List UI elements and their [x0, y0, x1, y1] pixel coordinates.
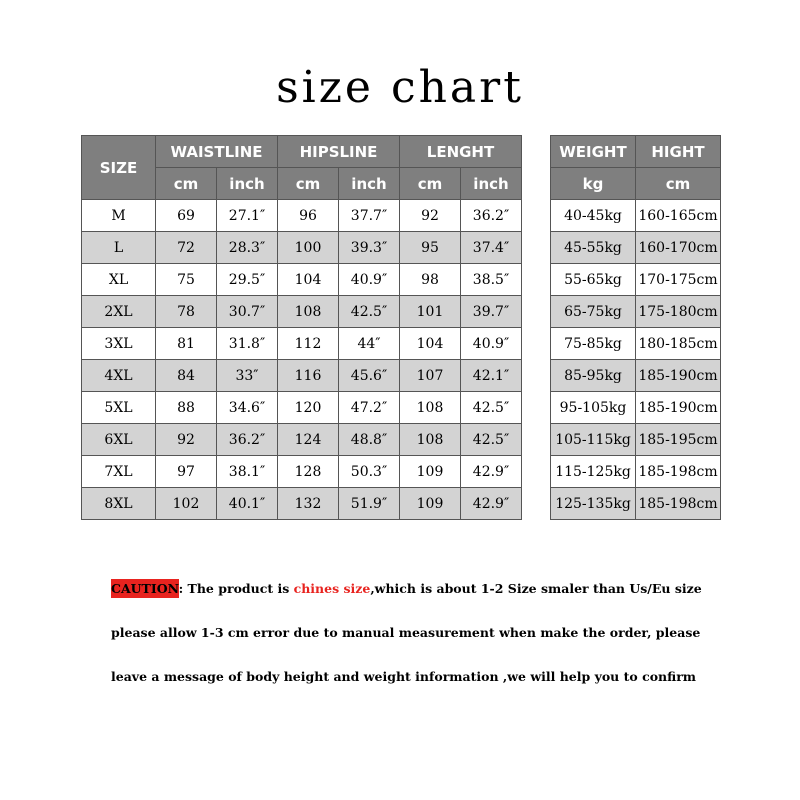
height-header: HIGHT — [636, 136, 721, 168]
height-cell: 185-198cm — [636, 456, 721, 488]
table-row — [551, 328, 721, 360]
measurement-note: please allow 1-3 cm error due to manual measurement when make the order, please — [111, 625, 701, 640]
measurement-cell: 42.5″ — [461, 392, 522, 424]
caution-highlight: chines size — [293, 581, 371, 596]
measurement-cell: 34.6″ — [217, 392, 278, 424]
measurement-cell: 92 — [156, 424, 217, 456]
measurement-cell: 45.6″ — [339, 360, 400, 392]
size-cell: M — [82, 200, 156, 232]
weight-cell: 105-115kg — [551, 424, 636, 456]
table-row — [82, 392, 522, 424]
height-cell: 180-185cm — [636, 328, 721, 360]
measurement-cell: 104 — [400, 328, 461, 360]
table-row — [551, 264, 721, 296]
measurement-cell: 42.9″ — [461, 488, 522, 520]
table-row — [82, 456, 522, 488]
measurement-cell: 47.2″ — [339, 392, 400, 424]
measurement-cell: 96 — [278, 200, 339, 232]
measurement-cell: 102 — [156, 488, 217, 520]
measurement-cell: 29.5″ — [217, 264, 278, 296]
measurement-cell: 37.4″ — [461, 232, 522, 264]
weight-cell: 125-135kg — [551, 488, 636, 520]
table-row — [551, 232, 721, 264]
measurement-cell: 42.5″ — [339, 296, 400, 328]
measurement-cell: 40.9″ — [339, 264, 400, 296]
size-cell: 7XL — [82, 456, 156, 488]
measurement-cell: 112 — [278, 328, 339, 360]
unit-header: inch — [461, 168, 522, 200]
confirm-note: leave a message of body height and weight information ,we will help you to confirm — [111, 669, 697, 684]
measurement-cell: 38.5″ — [461, 264, 522, 296]
caution-text-b: ,which is about 1-2 Size smaler than Us/Eu size — [370, 581, 702, 596]
caution-label: CAUTION — [111, 581, 179, 596]
measurement-cell: 107 — [400, 360, 461, 392]
weight-cell: 85-95kg — [551, 360, 636, 392]
weight-table-body — [551, 200, 721, 520]
measurement-cell: 40.1″ — [217, 488, 278, 520]
measurement-cell: 108 — [400, 424, 461, 456]
hipsline-header: HIPSLINE — [278, 136, 400, 168]
measurement-cell: 39.7″ — [461, 296, 522, 328]
measurement-cell: 31.8″ — [217, 328, 278, 360]
table-row — [551, 424, 721, 456]
measurement-cell: 33″ — [217, 360, 278, 392]
table-row — [82, 328, 522, 360]
measurement-cell: 36.2″ — [217, 424, 278, 456]
measurement-cell: 132 — [278, 488, 339, 520]
weight-cell: 40-45kg — [551, 200, 636, 232]
weight-cell: 65-75kg — [551, 296, 636, 328]
table-row — [551, 360, 721, 392]
height-cell: 185-195cm — [636, 424, 721, 456]
measurement-cell: 72 — [156, 232, 217, 264]
unit-header: inch — [217, 168, 278, 200]
measurement-cell: 98 — [400, 264, 461, 296]
measurement-cell: 69 — [156, 200, 217, 232]
height-cell: 170-175cm — [636, 264, 721, 296]
measurement-cell: 108 — [400, 392, 461, 424]
table-row — [82, 200, 522, 232]
measurement-cell: 44″ — [339, 328, 400, 360]
weight-cell: 75-85kg — [551, 328, 636, 360]
measurement-cell: 109 — [400, 456, 461, 488]
table-row — [82, 264, 522, 296]
measurement-cell: 120 — [278, 392, 339, 424]
unit-header: kg — [551, 168, 636, 200]
measurement-cell: 95 — [400, 232, 461, 264]
measurement-cell: 109 — [400, 488, 461, 520]
caution-note — [111, 581, 751, 596]
weight-cell: 95-105kg — [551, 392, 636, 424]
measurement-cell: 39.3″ — [339, 232, 400, 264]
height-cell: 185-198cm — [636, 488, 721, 520]
size-header: SIZE — [82, 136, 156, 200]
waistline-header: WAISTLINE — [156, 136, 278, 168]
measurement-cell: 42.9″ — [461, 456, 522, 488]
caution-text-a: : The product is — [178, 581, 294, 596]
measurement-cell: 28.3″ — [217, 232, 278, 264]
table-row — [82, 232, 522, 264]
size-cell: 5XL — [82, 392, 156, 424]
size-cell: 2XL — [82, 296, 156, 328]
measurement-cell: 38.1″ — [217, 456, 278, 488]
weight-height-table — [550, 135, 721, 520]
size-cell: XL — [82, 264, 156, 296]
measurement-cell: 104 — [278, 264, 339, 296]
unit-header: cm — [400, 168, 461, 200]
size-cell: 6XL — [82, 424, 156, 456]
size-measurement-table — [81, 135, 522, 520]
size-cell: 4XL — [82, 360, 156, 392]
height-cell: 175-180cm — [636, 296, 721, 328]
measurement-cell: 128 — [278, 456, 339, 488]
table-row — [551, 392, 721, 424]
measurement-cell: 27.1″ — [217, 200, 278, 232]
length-header: LENGHT — [400, 136, 522, 168]
size-cell: 3XL — [82, 328, 156, 360]
measurement-cell: 116 — [278, 360, 339, 392]
table-row — [82, 488, 522, 520]
measurement-cell: 51.9″ — [339, 488, 400, 520]
table-row — [551, 488, 721, 520]
measurement-cell: 84 — [156, 360, 217, 392]
unit-header: cm — [156, 168, 217, 200]
table-row — [551, 200, 721, 232]
measurement-cell: 78 — [156, 296, 217, 328]
table-row — [82, 424, 522, 456]
weight-header: WEIGHT — [551, 136, 636, 168]
measurement-cell: 37.7″ — [339, 200, 400, 232]
height-cell: 160-170cm — [636, 232, 721, 264]
measurement-cell: 101 — [400, 296, 461, 328]
measurement-cell: 100 — [278, 232, 339, 264]
measurement-cell: 75 — [156, 264, 217, 296]
weight-cell: 115-125kg — [551, 456, 636, 488]
measurement-cell: 42.5″ — [461, 424, 522, 456]
measurement-cell: 97 — [156, 456, 217, 488]
height-cell: 185-190cm — [636, 392, 721, 424]
size-cell: L — [82, 232, 156, 264]
measurement-cell: 36.2″ — [461, 200, 522, 232]
measurement-cell: 92 — [400, 200, 461, 232]
height-cell: 185-190cm — [636, 360, 721, 392]
measurement-cell: 42.1″ — [461, 360, 522, 392]
table-row — [82, 360, 522, 392]
size-cell: 8XL — [82, 488, 156, 520]
unit-header: cm — [278, 168, 339, 200]
measurement-cell: 48.8″ — [339, 424, 400, 456]
measurement-cell: 30.7″ — [217, 296, 278, 328]
measurement-cell: 124 — [278, 424, 339, 456]
weight-cell: 45-55kg — [551, 232, 636, 264]
measurement-cell: 81 — [156, 328, 217, 360]
measurement-cell: 108 — [278, 296, 339, 328]
table-row — [82, 296, 522, 328]
size-table-body — [82, 200, 522, 520]
measurement-cell: 88 — [156, 392, 217, 424]
measurement-cell: 40.9″ — [461, 328, 522, 360]
height-cell: 160-165cm — [636, 200, 721, 232]
table-row — [551, 296, 721, 328]
unit-header: cm — [636, 168, 721, 200]
unit-header: inch — [339, 168, 400, 200]
table-row — [551, 456, 721, 488]
measurement-cell: 50.3″ — [339, 456, 400, 488]
weight-cell: 55-65kg — [551, 264, 636, 296]
page-title: size chart — [276, 62, 524, 113]
